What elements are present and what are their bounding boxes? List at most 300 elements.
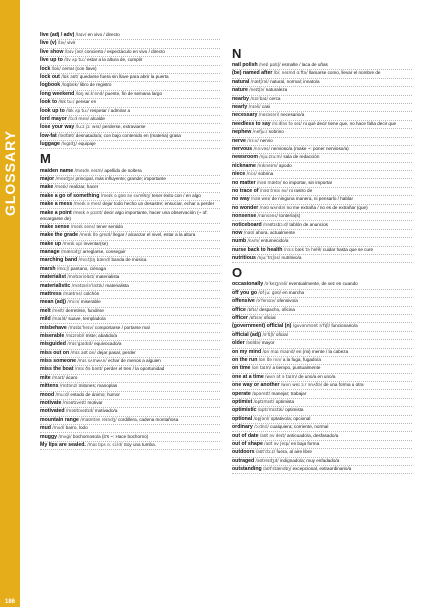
entry-definition: naturaleza xyxy=(265,87,288,93)
entry-definition: alcalde xyxy=(90,116,105,121)
entry-phonetic: /aʊt'stændɪŋ/ xyxy=(261,466,293,472)
entry-term: outstanding xyxy=(232,466,262,473)
entry-definition: puente, fin de semana largo xyxy=(105,90,163,96)
entry-phonetic: /nɜːv/ xyxy=(245,137,261,143)
entry-term: nurse back to health xyxy=(232,246,283,253)
entry-definition: cerrar (con llave) xyxy=(62,65,97,71)
entry-term: marching band xyxy=(40,257,78,264)
entry-definition: dejar pasar, perder xyxy=(97,349,136,355)
entry-definition: desnatado/a; con bajo contenido en (materia) grasa xyxy=(75,132,181,138)
entry-definition: oficial xyxy=(263,315,276,321)
entry-term: logbook xyxy=(40,82,61,89)
entry-phonetic: /lɔːd meə/ xyxy=(66,116,91,121)
glossary-entry xyxy=(40,108,220,116)
entry-definition: principal, más influyente; grande; importante xyxy=(75,175,166,181)
entry-phonetic: /nəʊ treɪs əv/ xyxy=(258,187,290,193)
entry-term: mite xyxy=(40,374,51,381)
letter-heading-o: O xyxy=(232,265,243,281)
glossary-entry xyxy=(40,133,220,141)
entry-term: optimistic xyxy=(232,407,257,414)
glossary-entry xyxy=(232,382,412,390)
glossary-entry xyxy=(40,366,220,374)
entry-definition: despacho, oficina xyxy=(259,306,295,312)
entry-definition: eventualmente, de vez en cuando xyxy=(288,281,358,287)
entry-definition: no importar, sin importar xyxy=(282,179,333,185)
entry-phonetic: /lɒk aʊt/ xyxy=(59,74,80,80)
glossary-entry xyxy=(40,316,220,324)
entry-definition: cualquiera; corriente, normal xyxy=(270,424,329,430)
entry-phonetic: /maɪ lɪps ɑː siːld/ xyxy=(85,441,124,447)
letter-heading-m: M xyxy=(40,151,51,167)
entry-definition: vivir xyxy=(67,40,76,46)
glossary-entry xyxy=(40,392,220,400)
entry-definition: nervio xyxy=(260,137,273,143)
glossary-entry xyxy=(232,247,412,255)
entry-definition: concierto / espectáculo en vivo / directo xyxy=(84,48,165,54)
glossary-entry xyxy=(232,104,412,112)
entry-term: mean (adj) xyxy=(40,299,66,306)
entry-definition: sobrina xyxy=(258,171,274,177)
entry-term: office xyxy=(232,306,246,313)
glossary-entry xyxy=(40,49,220,57)
entry-phonetic: /ɒn maɪ maɪnd/ xyxy=(261,348,297,354)
entry-definition: ofensivo/a xyxy=(276,298,298,304)
glossary-entry xyxy=(232,357,412,365)
entry-phonetic: /lʊk ʌp tuː/ xyxy=(64,107,90,113)
glossary-entry xyxy=(232,112,412,120)
entry-phonetic: /mænɪdʒ/ xyxy=(59,248,83,254)
glossary-entry xyxy=(40,249,220,257)
glossary-entry xyxy=(232,332,412,340)
entry-phonetic: /niːs/ xyxy=(245,171,259,177)
entry-definition: a tiempo, puntualmente xyxy=(272,365,321,371)
entry-term: lord mayor xyxy=(40,116,67,122)
entry-term: make the grade xyxy=(40,232,79,239)
glossary-entry xyxy=(232,205,412,213)
entry-phonetic: /mətɪəriəlɪst/ xyxy=(65,274,96,280)
entry-definition: ni qué decir tiene que, no hace falta decir que xyxy=(303,120,397,126)
glossary-entry xyxy=(232,349,412,357)
glossary-entry xyxy=(40,291,220,299)
entry-definition: respetar / admirar a xyxy=(89,107,131,113)
entry-phonetic: /wʌn weɪ ɔːr ənʌðə/ xyxy=(279,382,324,388)
entry-definition: en marcha xyxy=(282,289,305,295)
entry-phonetic: /neɪl pɒlɪʃ/ xyxy=(257,62,282,68)
entry-term: natural xyxy=(232,78,250,85)
glossary-entry xyxy=(232,424,412,432)
entry-phonetic: /nætʃrəl/ xyxy=(249,78,271,84)
entry-phonetic: /maɪt/ xyxy=(50,374,66,380)
entry-phonetic: /nefjuː/ xyxy=(251,129,269,135)
entry-phonetic: /məʊtɪveɪt/ xyxy=(61,400,88,406)
entry-definition: indignado/a; muy enfadado/a xyxy=(279,457,340,463)
entry-phonetic: /meɪdʒə/ xyxy=(54,175,76,181)
letter-heading-n: N xyxy=(232,46,242,61)
entry-phonetic: /aʊt əv ʃeɪp/ xyxy=(262,440,292,446)
entry-definition: quedarse fuera sin llave para abrir la puerta xyxy=(79,74,169,80)
entry-definition: decir algo importante, hacer una observación (~ of: encargarse de) xyxy=(40,209,208,222)
entry-phonetic: /njuː'trɪʃəs/ xyxy=(255,255,282,261)
entry-phonetic: /ɒn ðə rʌn/ xyxy=(257,356,283,362)
entry-phonetic: /aʊt'dɔːz/ xyxy=(254,449,277,455)
entry-phonetic: /ə'keɪʒnəli/ xyxy=(263,281,289,287)
entry-definition: en (mi) mente / la cabeza xyxy=(296,348,349,354)
entry-phonetic: /meɪk ə gəʊ əv sʌmθɪŋ/ xyxy=(99,192,152,198)
glossary-entry xyxy=(40,257,220,265)
entry-definition: cuidar hasta que se cure xyxy=(322,246,374,252)
glossary-entry xyxy=(232,96,412,104)
entry-phonetic: /lɒŋ wiːk'end/ xyxy=(74,90,106,96)
entry-phonetic: /ə'fensɪv/ xyxy=(254,298,277,304)
entry-term: muggy xyxy=(40,433,58,440)
entry-phonetic: /mɑːʃ/ xyxy=(55,265,71,271)
entry-list-m xyxy=(40,167,220,450)
entry-term: (government) official (n) xyxy=(232,323,292,330)
glossary-entry xyxy=(232,238,412,246)
glossary-entry xyxy=(232,196,412,204)
glossary-entry xyxy=(40,91,220,99)
glossary-entry xyxy=(40,141,220,149)
entry-definition: tener éxito con / en algo xyxy=(151,192,201,198)
glossary-entry xyxy=(40,308,220,316)
entry-phonetic: /ɒn taɪm/ xyxy=(250,365,273,371)
glossary-entry xyxy=(40,383,220,391)
entry-definition: sala de redacción xyxy=(283,154,320,160)
entry-definition: en vivo / directo xyxy=(87,32,120,38)
glossary-entry xyxy=(40,324,220,332)
section-label: GLOSSARY xyxy=(2,129,19,217)
entry-list-n xyxy=(232,62,412,263)
entry-definition: motivar xyxy=(87,400,103,406)
glossary-entry xyxy=(40,241,220,249)
entry-phonetic: /ɒpʃənl/ xyxy=(252,415,271,421)
entry-phonetic: /lɒk/ xyxy=(50,65,63,71)
entry-phonetic: /mɑːtʃɪŋ bænd/ xyxy=(77,257,112,263)
entry-term: miss someone xyxy=(40,358,77,365)
entry-phonetic: /meɪk ə mes/ xyxy=(72,201,103,207)
entry-term: miss out on xyxy=(40,349,70,356)
entry-phonetic: /mɪs aʊt ɒn/ xyxy=(69,349,98,355)
entry-term: nearly xyxy=(232,104,248,111)
entry-definition: arreglarse, conseguir xyxy=(82,248,126,254)
entry-term: numb xyxy=(232,238,247,245)
glossary-entry xyxy=(232,154,412,162)
glossary-entry xyxy=(232,87,412,95)
entry-phonetic: /ləʊfæt/ xyxy=(56,132,76,138)
entry-definition: Soy una tumba. xyxy=(123,441,156,447)
entry-definition: esmalte / laca de uñas xyxy=(281,62,328,68)
entry-term: live show xyxy=(40,48,64,55)
entry-term: live up to xyxy=(40,57,63,64)
entry-term: nonsense xyxy=(232,213,257,220)
glossary-entry xyxy=(40,358,220,366)
entry-phonetic: /lʊk tuː/ xyxy=(57,99,76,105)
entry-definition: equivocado/a xyxy=(94,341,122,347)
entry-phonetic: /meɪk ə pɔɪnt/ xyxy=(71,209,104,215)
entry-phonetic: /mɪs'gaɪdɪd/ xyxy=(65,341,95,347)
glossary-entry xyxy=(232,221,412,229)
entry-phonetic: /mætrəs/ xyxy=(61,290,84,296)
entry-definition: realizar, hacer xyxy=(69,184,99,190)
entry-term: manage xyxy=(40,248,60,255)
entry-term: miserable xyxy=(40,332,65,339)
entry-definition: en baja forma xyxy=(291,440,320,446)
entry-definition: llegar / alcanzar el nivel, estar a la altura xyxy=(113,232,196,238)
entry-definition: natural, normal; innato/a xyxy=(270,78,320,84)
entry-phonetic: /ɒfɪs/ xyxy=(245,306,260,312)
entry-definition: anticuado/a, desfasado/a xyxy=(286,432,339,438)
entry-term: look up to xyxy=(40,107,65,114)
entry-term: low-fat xyxy=(40,132,57,139)
entry-definition: cordillera, cadena montañosa xyxy=(118,416,179,422)
glossary-entry xyxy=(232,399,412,407)
entry-definition: oficial xyxy=(275,331,288,337)
entry-term: miss the boat xyxy=(40,366,74,373)
entry-phonetic: /nɜːs bæk tə helθ/ xyxy=(282,246,323,252)
entry-definition: entumecido/a xyxy=(260,238,289,244)
entry-phonetic: /neɪtʃə/ xyxy=(247,87,266,93)
entry-term: misguided xyxy=(40,341,66,348)
glossary-entry xyxy=(40,184,220,192)
glossary-entry xyxy=(40,57,220,65)
entry-list-l xyxy=(40,32,220,149)
entry-term: nutritious xyxy=(232,255,256,262)
page-number: 186 xyxy=(4,599,15,605)
glossary-entry xyxy=(232,179,412,187)
entry-definition: excepcional, extraordinario/a xyxy=(292,466,352,472)
glossary-entry xyxy=(40,209,220,223)
entry-definition: de ninguna manera, ni pensarlo / hablar xyxy=(271,196,354,202)
entry-term: major xyxy=(40,175,55,182)
glossary-entry xyxy=(40,400,220,408)
entry-term: make a mess xyxy=(40,201,73,208)
entry-term: no wonder xyxy=(232,204,259,211)
entry-definition: pensar en xyxy=(75,99,97,105)
entry-term: mountain range xyxy=(40,416,79,423)
entry-phonetic: /nɜːvəs/ xyxy=(252,146,272,151)
glossary-entry xyxy=(232,458,412,466)
entry-phonetic: /laɪv/ xyxy=(74,32,88,38)
glossary-entry xyxy=(40,274,220,282)
glossary-entry xyxy=(232,407,412,415)
entry-definition: ácaro xyxy=(66,374,78,380)
glossary-entry xyxy=(40,99,220,107)
glossary-entry xyxy=(232,188,412,196)
entry-phonetic: /ɒf juː gəʊ/ xyxy=(257,289,283,295)
entry-definition: de uno/a en uno/a xyxy=(298,373,336,379)
left-column xyxy=(40,32,220,450)
glossary-entry xyxy=(40,375,220,383)
entry-term: no trace of xyxy=(232,187,259,194)
entry-term: materialistic xyxy=(40,282,71,289)
entry-term: My lips are sealed. xyxy=(40,441,86,448)
glossary-entry xyxy=(40,282,220,290)
glossary-entry xyxy=(40,40,220,48)
entry-term: off you go xyxy=(232,289,258,296)
entry-term: make a go of something xyxy=(40,192,100,199)
glossary-entry xyxy=(40,232,220,240)
entry-definition: nervioso/a (make ~: poner nervioso/a) xyxy=(271,146,349,151)
entry-phonetic: /ɔːdnri/ xyxy=(252,424,271,430)
entry-phonetic: /luːz jɔː weɪ/ xyxy=(74,124,103,130)
glossary-entry xyxy=(232,146,412,154)
entry-term: nephew xyxy=(232,129,252,136)
entry-phonetic: /meɪdn neɪm/ xyxy=(73,167,105,173)
entry-term: make a point xyxy=(40,209,72,216)
entry-phonetic: /muːd/ xyxy=(54,391,71,397)
entry-definition: perderse, extraviarse xyxy=(102,124,146,130)
entry-definition: optimista xyxy=(275,398,295,404)
entry-definition: estado de ánimo; humor xyxy=(70,391,120,397)
entry-definition: estar a la altura de, cumplir xyxy=(86,57,143,63)
glossary-entry xyxy=(232,70,412,78)
entry-phonetic: /nʌm/ xyxy=(246,238,261,244)
entry-definition: optimista xyxy=(285,407,304,413)
entry-phonetic: /miːn/ xyxy=(65,299,81,305)
entry-term: luggage xyxy=(40,141,60,148)
entry-phonetic: /mɪsbɪ'heɪv/ xyxy=(66,324,95,330)
entry-phonetic: /meɪk ʌp/ xyxy=(61,240,84,246)
entry-term: out of date xyxy=(232,432,259,439)
entry-phonetic: /naʊ/ xyxy=(242,229,256,235)
entry-term: on the run xyxy=(232,356,258,363)
entry-term: nail polish xyxy=(232,62,258,69)
entry-phonetic: /maʊntən reɪndʒ/ xyxy=(78,416,118,422)
entry-phonetic: /məʊtɪveɪtɪd/ xyxy=(64,408,95,414)
glossary-entry xyxy=(232,213,412,221)
glossary-entry xyxy=(40,201,220,209)
entry-phonetic: /mɪs ðə bəʊt/ xyxy=(73,366,105,372)
entry-term: niece xyxy=(232,171,246,178)
entry-definition: ahora, actualmente xyxy=(255,229,295,235)
entry-definition: nutritivo/a xyxy=(281,255,302,261)
entry-term: mittens xyxy=(40,383,59,390)
glossary-entry xyxy=(232,298,412,306)
glossary-entry xyxy=(232,432,412,440)
entry-definition: suave, templado/a xyxy=(68,316,106,322)
entry-definition: cerca xyxy=(269,95,281,101)
entry-definition: mayor xyxy=(261,340,275,346)
entry-term: occasionally xyxy=(232,281,264,288)
glossary-entry xyxy=(232,441,412,449)
entry-term: mood xyxy=(40,391,55,398)
entry-definition: llamarse como, llevar el nombre de xyxy=(308,70,381,76)
entry-definition: a la fuga, fugado/a xyxy=(282,356,321,362)
entry-definition: perder el tren / la oportunidad xyxy=(104,366,165,372)
entry-definition: funcionario/a xyxy=(331,323,358,329)
glossary-entry xyxy=(232,121,412,129)
entry-term: live (v) xyxy=(40,40,57,47)
entry-term: misbehave xyxy=(40,324,67,331)
glossary-entry xyxy=(232,365,412,373)
entry-definition: tontería(s) xyxy=(279,213,301,219)
entry-list-o xyxy=(232,281,412,474)
glossary-entry xyxy=(232,307,412,315)
glossary-entry xyxy=(232,281,412,289)
entry-term: officer xyxy=(232,315,248,322)
entry-phonetic: /maɪld/ xyxy=(50,316,69,322)
entry-definition: materialista xyxy=(95,274,120,280)
glossary-entry xyxy=(40,299,220,307)
entry-term: out of shape xyxy=(232,440,263,447)
entry-term: mud xyxy=(40,425,51,432)
entry-term: nearby xyxy=(232,95,250,102)
entry-term: nature xyxy=(232,87,248,94)
entry-definition: equipaje xyxy=(78,141,96,147)
entry-phonetic: /əʊldə/ xyxy=(244,340,262,346)
entry-term: necessary xyxy=(232,112,258,119)
entry-phonetic: /aʊtreɪdʒd/ xyxy=(254,457,280,463)
entry-phonetic: /lɪv ʌp tuː/ xyxy=(62,57,87,63)
entry-definition: apodo xyxy=(278,162,292,168)
entry-definition: comportarse / portarse mal xyxy=(94,324,150,330)
entry-term: motivate xyxy=(40,400,62,407)
glossary-entry xyxy=(40,32,220,40)
entry-phonetic: /nɒnsəns/ xyxy=(256,213,280,219)
glossary-entry xyxy=(232,315,412,323)
entry-definition: tablón de anuncios xyxy=(289,221,328,227)
glossary-entry xyxy=(232,62,412,70)
entry-definition: casi xyxy=(261,104,271,110)
entry-definition: tener sentido xyxy=(96,223,124,229)
entry-term: motivated xyxy=(40,408,65,415)
glossary-entry xyxy=(40,193,220,201)
entry-phonetic: /mʌd/ xyxy=(50,425,66,431)
entry-definition: libro de registro xyxy=(79,82,112,88)
entry-definition: optativo/a; opcional xyxy=(270,415,311,421)
entry-phonetic: /ə'fɪʃl/ xyxy=(261,331,276,337)
entry-term: official (adj) xyxy=(232,331,262,338)
entry-term: ordinary xyxy=(232,424,253,431)
glossary-entry xyxy=(232,390,412,398)
glossary-entry xyxy=(232,230,412,238)
entry-term: lock xyxy=(40,65,51,72)
entry-definition: no me extraña / no es de extrañar (que) xyxy=(286,204,368,210)
entry-term: outraged xyxy=(232,457,255,464)
glossary-entry xyxy=(40,425,220,433)
entry-term: lose your way xyxy=(40,124,75,131)
entry-phonetic: /melt/ xyxy=(50,307,66,313)
entry-phonetic: /meɪk sens/ xyxy=(69,223,97,229)
entry-phonetic: /gʌvənmənt ə'fɪʃl/ xyxy=(291,323,332,329)
entry-phonetic: /wʌn ət ə taɪm/ xyxy=(263,373,299,379)
entry-phonetic: /nɪkneɪm/ xyxy=(255,162,279,168)
entry-term: make sense xyxy=(40,223,70,230)
glossary-entry xyxy=(40,176,220,184)
glossary-entry xyxy=(232,163,412,171)
entry-definition: necesario/a xyxy=(280,112,305,118)
entry-definition: fuera, al aire libre xyxy=(276,449,312,455)
entry-term: optimist xyxy=(232,398,253,405)
glossary-entry xyxy=(40,74,220,82)
glossary-entry xyxy=(40,66,220,74)
entry-term: (be) named after xyxy=(232,70,273,77)
right-column xyxy=(232,44,412,474)
entry-term: outdoors xyxy=(232,449,255,456)
entry-term: marsh xyxy=(40,265,56,272)
entry-definition: bochornoso/a (it's ~: Hace bochorno) xyxy=(72,433,149,439)
entry-definition: mitones; manoplas xyxy=(78,383,118,389)
entry-phonetic: /ɒpəreɪt/ xyxy=(250,390,272,396)
glossary-entry xyxy=(40,167,220,175)
glossary-entry xyxy=(40,417,220,425)
entry-phonetic: /mʌgi/ xyxy=(57,433,73,439)
glossary-entry xyxy=(232,138,412,146)
entry-definition: echar de menos a alguien xyxy=(107,358,161,364)
glossary-entry xyxy=(40,124,220,132)
entry-definition: pantano, ciénaga xyxy=(70,265,106,271)
glossary-entry xyxy=(40,442,220,450)
